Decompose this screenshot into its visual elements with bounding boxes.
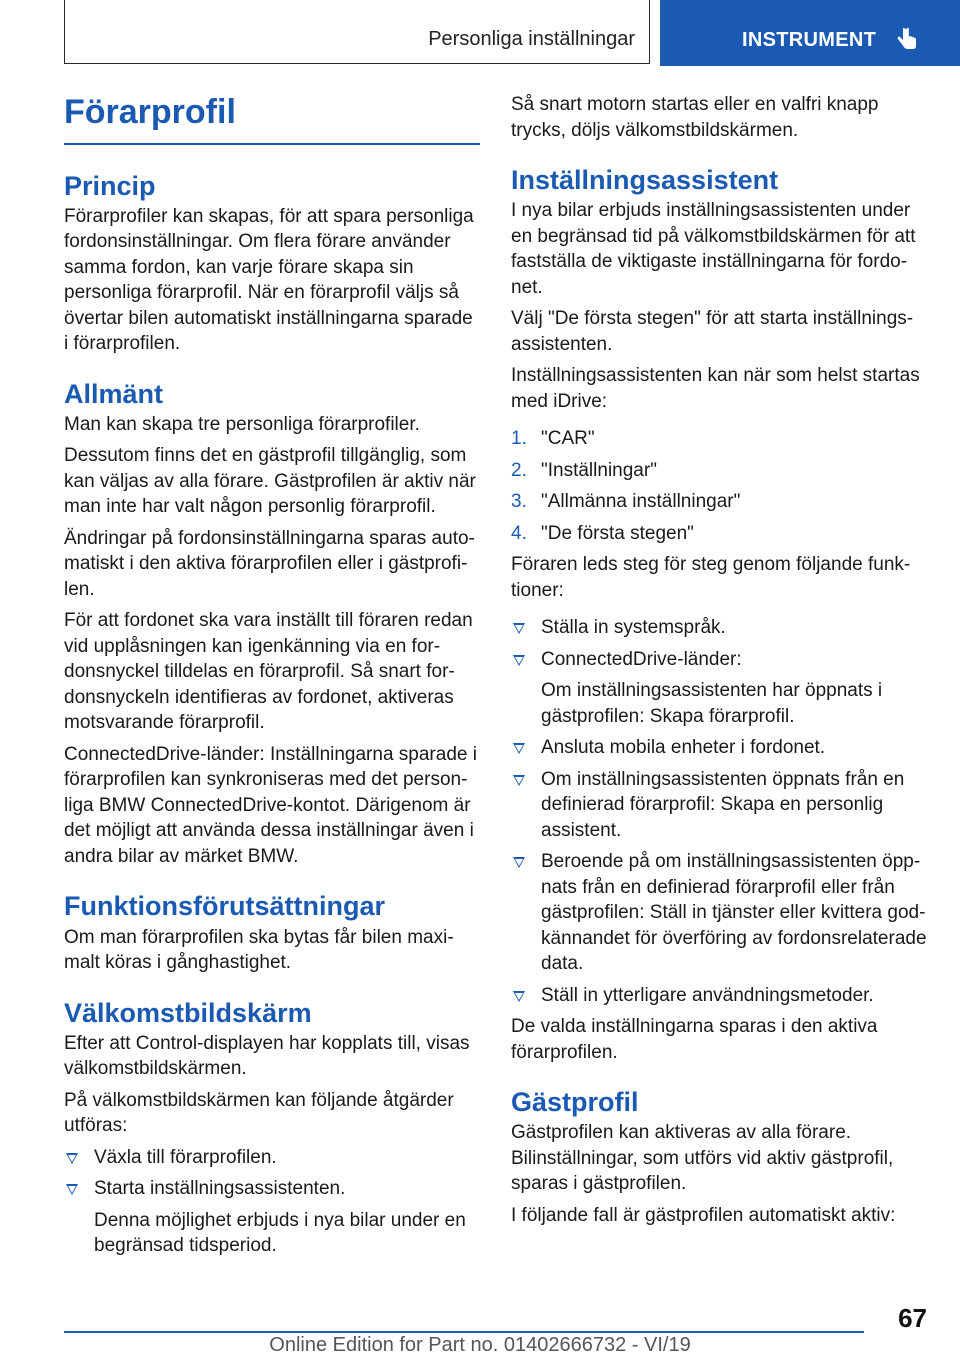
triangle-bullet-icon (513, 623, 525, 634)
triangle-bullet-icon (513, 857, 525, 868)
header-tab-label: Personliga inställningar (428, 28, 635, 50)
paragraph: Så snart motorn startas eller en valfri knapp trycks, döljs välkomstbildskärmen. (511, 94, 879, 141)
bullet-list (64, 1145, 480, 1259)
header-tab (64, 0, 650, 64)
triangle-bullet-icon (513, 775, 525, 786)
section-assist (511, 163, 928, 1065)
paragraph: ConnectedDrive-länder: Inställningarna sparade i förarprofilen kan synkroniseras med det personliga BMW ConnectedDrive-kontot. Därigenom är det möjligt att använda dessa inställningar även i andra bilar av märket BMW. (64, 743, 477, 867)
section-princip (64, 169, 480, 357)
paragraph: Gästprofilen kan aktiveras av alla förare. Bilinställningar, som utförs vid aktiv gästprofil, sparas i gästprofilen. (511, 1122, 894, 1195)
triangle-bullet-icon (66, 1184, 78, 1195)
right-column (511, 92, 928, 1234)
list-item-note: Denna möjlighet erbjuds i nya bilar under en begränsad tidsperiod. (94, 1209, 466, 1257)
list-item: Starta inställningsassistenten. Denna möjlighet erbjuds i nya bilar under en begränsad tidsperiod. (64, 1176, 480, 1259)
paragraph: Förarprofiler kan skapas, för att spara personliga fordonsinställningar. Om flera förare använder samma fordon, kan varje förare skapa sin personliga förarprofil. När en förarprofil väljs så övertar bilen automatiskt inställningarna sparade i förarprofilen. (64, 205, 474, 355)
page-title: Förarprofil (64, 93, 236, 131)
triangle-bullet-icon (513, 991, 525, 1002)
list-item: Växla till förarprofilen. (64, 1145, 480, 1171)
step-item: 1. "CAR" (511, 428, 595, 450)
section-gast (511, 1085, 928, 1228)
step-list (511, 426, 928, 546)
section-header (660, 0, 960, 66)
step-item: 4. "De första stegen" (511, 522, 694, 544)
heading-valkomst: Välkomstbildskärm (64, 997, 312, 1028)
list-item: Beroende på om inställningsassistenten öppnats från en definierad förarprofil eller från gästprofilen: Ställ in tjänster eller kvittera godkännandet för överföring av fordonsrelaterade data. (511, 849, 928, 977)
title-rule (64, 143, 480, 145)
triangle-bullet-icon (513, 655, 525, 666)
hand-pointer-icon (896, 26, 918, 52)
section-label: INSTRUMENT (742, 29, 877, 51)
paragraph: För att fordonet ska vara inställt till föraren redan vid upplåsningen kan igenkänning via en fordonsnyckel tilldelas en förarprofil. Så snart fordonsnyckeln identifieras av fordonet, aktiveras motsvarande förarprofil. (64, 610, 473, 734)
list-item: Ställa in systemspråk. (511, 615, 928, 641)
section-valkomst (64, 996, 480, 1259)
list-item: ConnectedDrive-länder: Om inställningsassistenten har öppnats i gästprofilen: Skapa förarprofil. (511, 647, 928, 730)
heading-allmant: Allmänt (64, 378, 164, 409)
paragraph: De valda inställningarna sparas i den aktiva förarprofilen. (511, 1016, 878, 1063)
triangle-bullet-icon (513, 743, 525, 754)
paragraph: Inställningsassistenten kan när som helst startas med iDrive: (511, 365, 920, 412)
step-item: 3. "Allmänna inställningar" (511, 491, 741, 513)
paragraph: Man kan skapa tre personliga förarprofiler. (64, 413, 420, 435)
paragraph: Föraren leds steg för steg genom följande funktioner: (511, 554, 911, 601)
paragraph: Om man förarprofilen ska bytas får bilen maximalt köras i gånghastighet. (64, 926, 454, 974)
paragraph: Dessutom finns det en gästprofil tillgänglig, som kan väljas av alla förare. Gästprofilen är aktiv när man inte har valt någon personlig förarprofil. (64, 445, 476, 518)
heading-gast: Gästprofil (511, 1087, 639, 1118)
heading-funktion: Funktionsförutsättningar (64, 891, 385, 922)
step-item: 2. "Inställningar" (511, 459, 657, 481)
list-item: Ställ in ytterligare användningsmetoder. (511, 983, 928, 1009)
heading-assist: Inställningsassistent (511, 165, 779, 195)
list-item: Om inställningsassistenten öppnats från en definierad förarprofil: Skapa en personlig assistent. (511, 767, 928, 844)
paragraph: I nya bilar erbjuds inställningsassistenten under en begränsad tid på välkomstbildskärmen för att fastställa de viktigaste inställningarna för fordonet. (511, 200, 916, 298)
bullet-list (511, 615, 928, 1008)
left-column (64, 92, 480, 1265)
section-allmant (64, 377, 480, 870)
section-funktion (64, 889, 480, 975)
list-item: Ansluta mobila enheter i fordonet. (511, 735, 928, 761)
paragraph: Ändringar på fordonsinställningarna sparas automatiskt i den aktiva förarprofilen eller i gästprofilen. (64, 527, 475, 600)
triangle-bullet-icon (66, 1153, 78, 1164)
footer-rule (64, 1331, 864, 1333)
heading-princip: Princip (64, 170, 156, 201)
footer-edition: Online Edition for Part no. 01402666732 - VI/19 (269, 1334, 691, 1356)
paragraph: På välkomstbildskärmen kan följande åtgärder utföras: (64, 1089, 454, 1137)
paragraph: I följande fall är gästprofilen automatiskt aktiv: (511, 1204, 896, 1226)
page-number: 67 (898, 1303, 927, 1333)
paragraph: Välj "De första stegen" för att starta inställningsassistenten. (511, 308, 914, 355)
list-item-note: Om inställningsassistenten har öppnats i gästprofilen: Skapa förarprofil. (541, 680, 883, 727)
paragraph: Efter att Control-displayen har kopplats till, visas välkomstbildskärmen. (64, 1032, 470, 1080)
